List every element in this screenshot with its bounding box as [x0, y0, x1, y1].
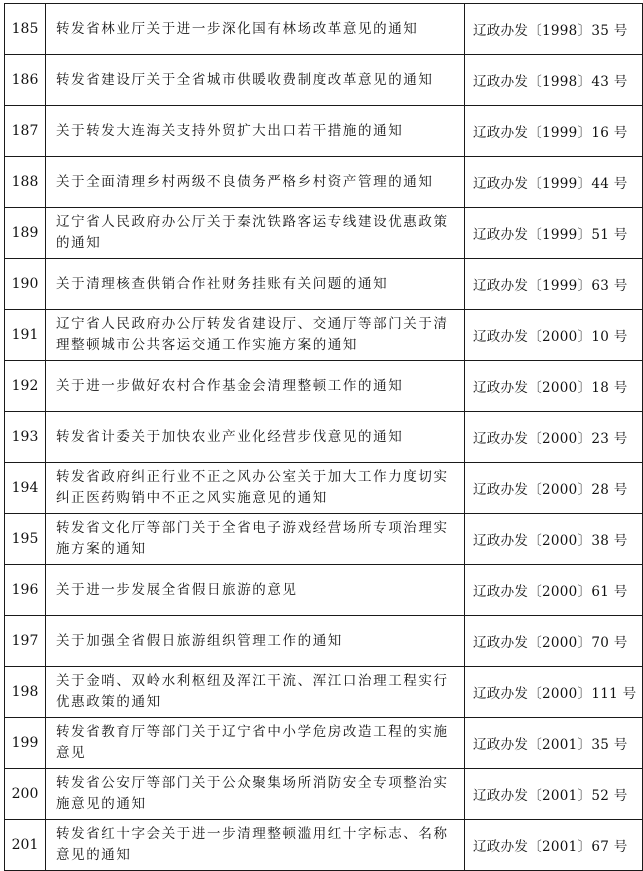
row-number: 190 [5, 259, 46, 310]
document-number: 辽政办发〔2001〕35 号 [465, 718, 643, 769]
document-number: 辽政办发〔2000〕38 号 [465, 514, 643, 565]
document-number: 辽政办发〔1999〕16 号 [465, 106, 643, 157]
document-title-cell [46, 55, 465, 106]
row-number: 186 [5, 55, 46, 106]
document-title: 转发省计委关于加快农业产业化经营步伐意见的通知 [56, 428, 404, 445]
document-number: 辽政办发〔1999〕63 号 [465, 259, 643, 310]
document-title: 关于进一步做好农村合作基金会清理整顿工作的通知 [56, 377, 404, 394]
row-number: 200 [5, 769, 46, 820]
document-number: 辽政办发〔2000〕111 号 [465, 667, 643, 718]
document-title-cell [46, 412, 465, 463]
document-title-cell [46, 4, 465, 55]
document-title-cell [46, 361, 465, 412]
document-title-cell [46, 718, 465, 769]
document-number: 辽政办发〔2001〕67 号 [465, 820, 643, 871]
document-number: 辽政办发〔2001〕52 号 [465, 769, 643, 820]
document-title: 关于加强全省假日旅游组织管理工作的通知 [56, 632, 343, 649]
row-number: 201 [5, 820, 46, 871]
document-title: 转发省建设厅关于全省城市供暖收费制度改革意见的通知 [56, 71, 434, 88]
table-row [5, 259, 643, 310]
document-title-cell [46, 463, 465, 514]
document-number: 辽政办发〔1998〕35 号 [465, 4, 643, 55]
document-number: 辽政办发〔1998〕43 号 [465, 55, 643, 106]
document-title-cell [46, 310, 465, 361]
document-number: 辽政办发〔2000〕23 号 [465, 412, 643, 463]
table-row [5, 106, 643, 157]
table-row [5, 667, 643, 718]
table-row [5, 565, 643, 616]
document-number: 辽政办发〔2000〕70 号 [465, 616, 643, 667]
row-number: 188 [5, 157, 46, 208]
document-title: 关于金哨、双岭水利枢纽及浑江干流、浑江口治理工程实行优惠政策的通知 [56, 673, 449, 710]
row-number: 187 [5, 106, 46, 157]
document-title: 转发省林业厅关于进一步深化国有林场改革意见的通知 [56, 20, 419, 37]
document-title: 辽宁省人民政府办公厅关于秦沈铁路客运专线建设优惠政策的通知 [56, 214, 449, 251]
table-row [5, 718, 643, 769]
table-row [5, 514, 643, 565]
document-title: 转发省文化厅等部门关于全省电子游戏经营场所专项治理实施方案的通知 [56, 520, 449, 557]
document-title: 转发省红十字会关于进一步清理整顿滥用红十字标志、名称意见的通知 [56, 826, 449, 863]
document-title: 转发省公安厅等部门关于公众聚集场所消防安全专项整治实施意见的通知 [56, 775, 449, 812]
document-list-body [5, 4, 643, 871]
table-row [5, 616, 643, 667]
document-title-cell [46, 157, 465, 208]
document-title: 关于转发大连海关支持外贸扩大出口若干措施的通知 [56, 122, 404, 139]
document-title: 转发省教育厅等部门关于辽宁省中小学危房改造工程的实施意见 [56, 724, 449, 761]
row-number: 196 [5, 565, 46, 616]
document-title-cell [46, 106, 465, 157]
document-title: 关于清理核查供销合作社财务挂账有关问题的通知 [56, 275, 389, 292]
row-number: 198 [5, 667, 46, 718]
document-title: 转发省政府纠正行业不正之风办公室关于加大工作力度切实纠正医药购销中不正之风实施意见的通知 [56, 469, 449, 506]
table-row [5, 412, 643, 463]
table-row [5, 820, 643, 871]
document-number: 辽政办发〔2000〕18 号 [465, 361, 643, 412]
document-title: 关于全面清理乡村两级不良债务严格乡村资产管理的通知 [56, 173, 434, 190]
row-number: 193 [5, 412, 46, 463]
document-title-cell [46, 769, 465, 820]
row-number: 185 [5, 4, 46, 55]
row-number: 195 [5, 514, 46, 565]
row-number: 197 [5, 616, 46, 667]
document-number: 辽政办发〔2000〕10 号 [465, 310, 643, 361]
table-row [5, 208, 643, 259]
document-list-table [4, 3, 643, 871]
document-number: 辽政办发〔2000〕61 号 [465, 565, 643, 616]
document-title-cell [46, 565, 465, 616]
table-row [5, 4, 643, 55]
document-number: 辽政办发〔1999〕44 号 [465, 157, 643, 208]
table-row [5, 463, 643, 514]
document-title-cell [46, 208, 465, 259]
row-number: 199 [5, 718, 46, 769]
document-number: 辽政办发〔2000〕28 号 [465, 463, 643, 514]
document-title-cell [46, 667, 465, 718]
document-title: 关于进一步发展全省假日旅游的意见 [56, 581, 298, 598]
document-number: 辽政办发〔1999〕51 号 [465, 208, 643, 259]
table-row [5, 361, 643, 412]
table-row [5, 55, 643, 106]
document-title-cell [46, 514, 465, 565]
row-number: 194 [5, 463, 46, 514]
document-title-cell [46, 820, 465, 871]
row-number: 191 [5, 310, 46, 361]
document-title-cell [46, 616, 465, 667]
table-row [5, 310, 643, 361]
document-title: 辽宁省人民政府办公厅转发省建设厅、交通厅等部门关于清理整顿城市公共客运交通工作实施方案的通知 [56, 316, 449, 353]
table-row [5, 157, 643, 208]
row-number: 192 [5, 361, 46, 412]
table-row [5, 769, 643, 820]
document-title-cell [46, 259, 465, 310]
row-number: 189 [5, 208, 46, 259]
